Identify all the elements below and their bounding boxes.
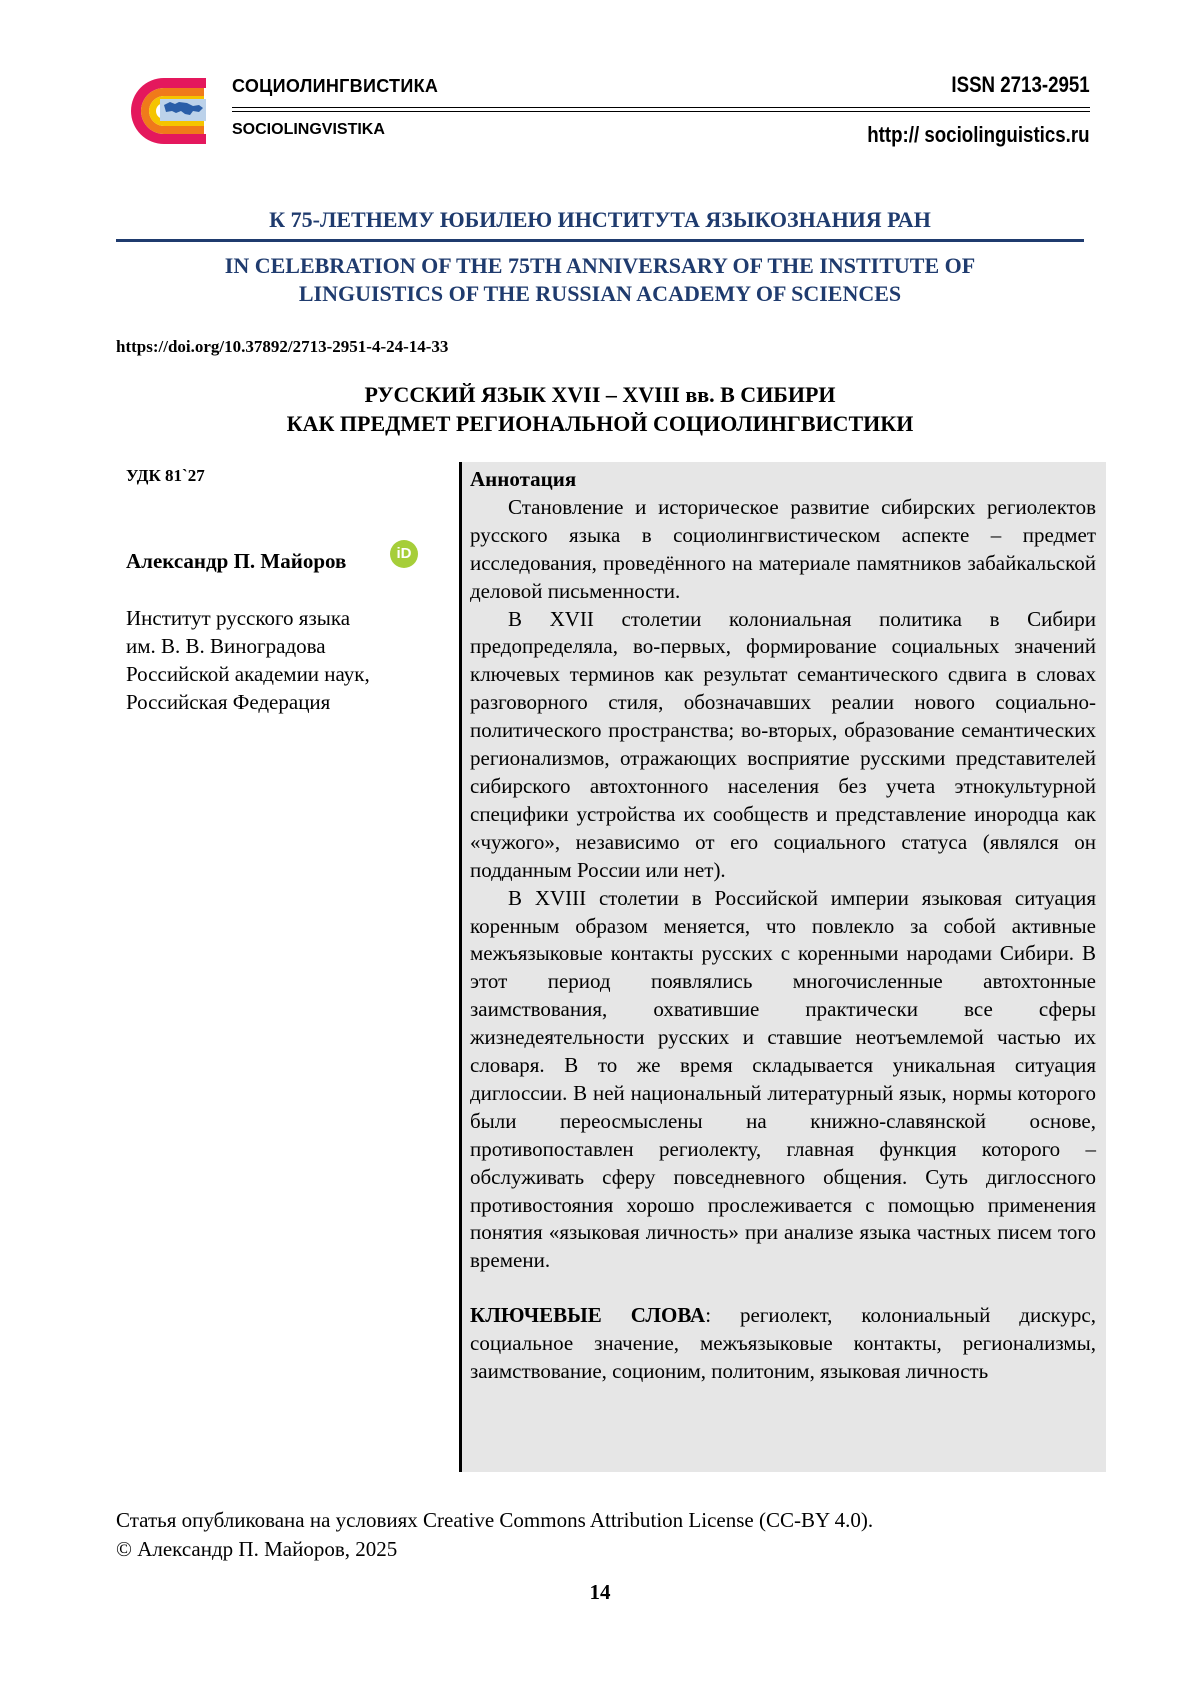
license-note <box>116 1506 873 1564</box>
header-rule-top <box>232 107 1090 108</box>
license-text: Статья опубликована на условиях Creative Commons Attribution License (CC-BY 4.0). <box>116 1508 874 1532</box>
abstract-heading: Аннотация <box>470 467 577 491</box>
author-affiliation <box>126 604 426 716</box>
issn: ISSN 2713-2951 <box>951 72 1090 97</box>
journal-name-ru: СОЦИОЛИНГВИСТИКА <box>232 76 439 96</box>
abstract-paragraph-3: В XVIII столетии в Российской империи языковая ситуация коренным образом меняется, что повлекло за собой активные межъязыковые контакты русских с коренными народами Сибири. В этот период появлялись многочисленные автохтонные заимствования, охватившие практически все сферы жизнедеятельности русских и ставшие неотъемлемой частью их словаря. В то же время складывается уникальная ситуация диглоссии. В ней национальный литературный язык, нормы которого были переосмыслены на книжно-славянской основе, противопоставлен региолекту, главная функция которого – обслуживать сферу повседневного общения. Суть диглоссного противостояния хорошо прослеживается с помощью применения понятия «языковая личность» при анализе языка частных писем того времени. <box>470 885 1096 1273</box>
section-title-en-line2: LINGUISTICS OF THE RUSSIAN ACADEMY OF SCIENCES <box>298 281 902 306</box>
section-title-en-line1: IN CELEBRATION OF THE 75TH ANNIVERSARY OF THE INSTITUTE OF <box>224 253 976 278</box>
section-title-en <box>116 252 1084 308</box>
journal-website-link[interactable]: http:// sociolinguistics.ru <box>867 122 1090 147</box>
journal-name-en: SOCIOLINGVISTIKA <box>232 121 385 138</box>
article-title-line1: РУССКИЙ ЯЗЫК XVII – XVIII вв. В СИБИРИ <box>364 382 836 407</box>
affiliation-line: Институт русского языка <box>126 606 351 630</box>
section-title-ru: К 75-ЛЕТНЕМУ ЮБИЛЕЮ ИНСТИТУТА ЯЗЫКОЗНАНИЯ РАН <box>269 207 931 232</box>
affiliation-line: Российская Федерация <box>126 690 331 714</box>
copyright-text: © Александр П. Майоров, 2025 <box>116 1537 398 1561</box>
section-divider <box>116 239 1084 242</box>
orcid-icon[interactable]: iD <box>390 540 418 568</box>
affiliation-line: им. В. В. Виноградова <box>126 634 326 658</box>
keywords <box>470 1302 1096 1386</box>
affiliation-line: Российской академии наук, <box>126 662 370 686</box>
header-rule-bottom <box>232 111 1090 112</box>
abstract-content <box>470 466 1096 1386</box>
article-title-line2: КАК ПРЕДМЕТ РЕГИОНАЛЬНОЙ СОЦИОЛИНГВИСТИКИ <box>286 411 914 436</box>
doi-link[interactable]: https://doi.org/10.37892/2713-2951-4-24-14-33 <box>116 337 449 356</box>
journal-logo <box>114 74 214 148</box>
keywords-label: КЛЮЧЕВЫЕ СЛОВА <box>470 1303 706 1328</box>
abstract-left-border <box>459 462 462 1472</box>
page-number: 14 <box>589 1580 611 1604</box>
abstract-paragraph-1: Становление и историческое развитие сибирских региолектов русского языка в социолингвистическом аспекте – предмет исследования, проведённого на материале памятников забайкальской деловой письменности. <box>470 494 1096 603</box>
udk-code: УДК 81`27 <box>126 466 205 485</box>
article-title <box>116 380 1084 438</box>
author-name: Александр П. Майоров <box>126 549 347 573</box>
abstract-paragraph-2: В XVII столетии колониальная политика в Сибири предопределяла, во-первых, формирование социальных значений ключевых терминов как результат семантического сдвига в словах разговорного стиля, обозначавших реалии нового социально-политического пространства; во-вторых, образование семантических регионализмов, отражающих восприятие русскими представителей сибирского автохтонного населения без учета этнокультурной специфики устройства их сообществ и представление инородца как «чужого», независимо от его социального статуса (являлся он подданным России или нет). <box>470 606 1096 882</box>
keywords-list: : региолект, колониальный дискурс, социальное значение, межъязыковые контакты, регионализмы, заимствование, соционим, политоним, языковая личность <box>470 1303 1096 1384</box>
